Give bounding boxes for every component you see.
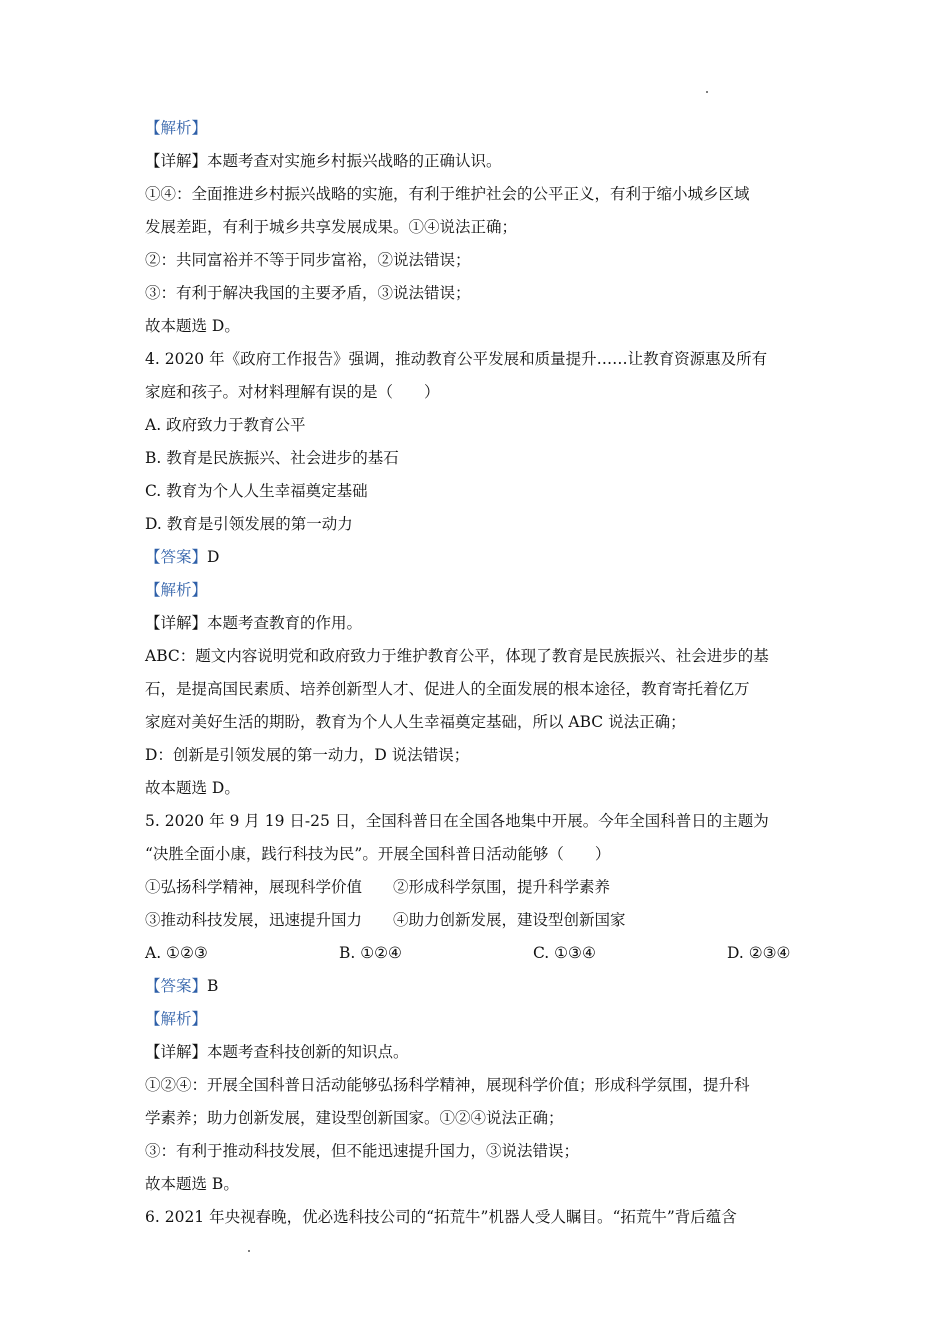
line-text: 故本题选 D。	[145, 317, 240, 335]
text-line	[145, 838, 810, 871]
line-text: “决胜全面小康，践行科技为民”。开展全国科普日活动能够（ ）	[145, 845, 611, 863]
text-line	[145, 1168, 810, 1201]
text-line	[145, 112, 810, 145]
text-line	[145, 277, 810, 310]
section-label: 【解析】	[145, 1010, 208, 1028]
text-line	[145, 541, 810, 574]
line-text: ③：有利于解决我国的主要矛盾，③说法错误；	[145, 284, 471, 302]
text-line	[145, 145, 810, 178]
line-text: ③推动科技发展，迅速提升国力 ④助力创新发展，建设型创新国家	[145, 911, 626, 929]
line-text: B. 教育是民族振兴、社会进步的基石	[145, 449, 399, 467]
line-text: B	[207, 977, 219, 995]
text-line	[145, 772, 810, 805]
line-text: ③：有利于推动科技发展，但不能迅速提升国力，③说法错误；	[145, 1142, 580, 1160]
text-line	[145, 475, 810, 508]
text-line	[145, 970, 810, 1003]
line-text: 家庭对美好生活的期盼，教育为个人人生幸福奠定基础，所以 ABC 说法正确；	[145, 713, 686, 731]
line-text: 6. 2021 年央视春晚，优必选科技公司的“拓荒牛”机器人受人瞩目。“拓荒牛”背后蕴含	[145, 1208, 737, 1226]
options-row	[145, 937, 810, 970]
text-line	[145, 1003, 810, 1036]
text-section-a	[145, 112, 810, 937]
text-line	[145, 409, 810, 442]
text-line	[145, 442, 810, 475]
line-text: 【详解】本题考查科技创新的知识点。	[145, 1043, 409, 1061]
text-line	[145, 640, 810, 673]
section-label: 【答案】	[145, 977, 208, 995]
text-line	[145, 706, 810, 739]
text-line	[145, 904, 810, 937]
document-content	[145, 112, 810, 1234]
text-line	[145, 673, 810, 706]
line-text: D：创新是引领发展的第一动力，D 说法错误；	[145, 746, 470, 764]
line-text: 5. 2020 年 9 月 19 日-25 日，全国科普日在全国各地集中开展。今年全国科普日的主题为	[145, 812, 769, 830]
option-b: B. ①②④	[339, 944, 402, 962]
text-line	[145, 178, 810, 211]
line-text: 石，是提高国民素质、培养创新型人才、促进人的全面发展的根本途径，教育寄托着亿万	[145, 680, 750, 698]
text-line	[145, 1102, 810, 1135]
text-section-b	[145, 970, 810, 1234]
text-line	[145, 1201, 810, 1234]
option-d: D. ②③④	[727, 944, 791, 962]
text-line	[145, 805, 810, 838]
line-text: ABC：题文内容说明党和政府致力于维护教育公平，体现了教育是民族振兴、社会进步的基	[145, 647, 769, 665]
text-line	[145, 1036, 810, 1069]
text-line	[145, 871, 810, 904]
option-a: A. ①②③	[145, 944, 208, 962]
option-c: C. ①③④	[533, 944, 596, 962]
line-text: ②：共同富裕并不等于同步富裕，②说法错误；	[145, 251, 471, 269]
line-text: ①④：全面推进乡村振兴战略的实施，有利于维护社会的公平正义，有利于缩小城乡区域	[145, 185, 750, 203]
line-text: 家庭和孩子。对材料理解有误的是（ ）	[145, 383, 440, 401]
section-label: 【解析】	[145, 119, 208, 137]
text-line	[145, 607, 810, 640]
line-text: 【详解】本题考查教育的作用。	[145, 614, 363, 632]
line-text: ①弘扬科学精神，展现科学价值 ②形成科学氛围，提升科学素养	[145, 878, 611, 896]
text-line	[145, 376, 810, 409]
scan-dot	[706, 91, 708, 93]
line-text: ①②④：开展全国科普日活动能够弘扬科学精神，展现科学价值；形成科学氛围，提升科	[145, 1076, 750, 1094]
text-line	[145, 508, 810, 541]
line-text: D	[207, 548, 220, 566]
line-text: 发展差距，有利于城乡共享发展成果。①④说法正确；	[145, 218, 518, 236]
text-line	[145, 739, 810, 772]
scan-dot	[248, 1250, 250, 1252]
line-text: 4. 2020 年《政府工作报告》强调，推动教育公平发展和质量提升……让教育资源惠及所有	[145, 350, 768, 368]
section-label: 【解析】	[145, 581, 208, 599]
text-line	[145, 310, 810, 343]
line-text: 故本题选 B。	[145, 1175, 239, 1193]
text-line	[145, 574, 810, 607]
line-text: C. 教育为个人人生幸福奠定基础	[145, 482, 368, 500]
text-line	[145, 211, 810, 244]
text-line	[145, 1135, 810, 1168]
text-line	[145, 244, 810, 277]
text-line	[145, 343, 810, 376]
line-text: 【详解】本题考查对实施乡村振兴战略的正确认识。	[145, 152, 502, 170]
text-line	[145, 1069, 810, 1102]
line-text: 故本题选 D。	[145, 779, 240, 797]
section-label: 【答案】	[145, 548, 208, 566]
line-text: 学素养；助力创新发展，建设型创新国家。①②④说法正确；	[145, 1109, 564, 1127]
line-text: A. 政府致力于教育公平	[145, 416, 306, 434]
line-text: D. 教育是引领发展的第一动力	[145, 515, 353, 533]
